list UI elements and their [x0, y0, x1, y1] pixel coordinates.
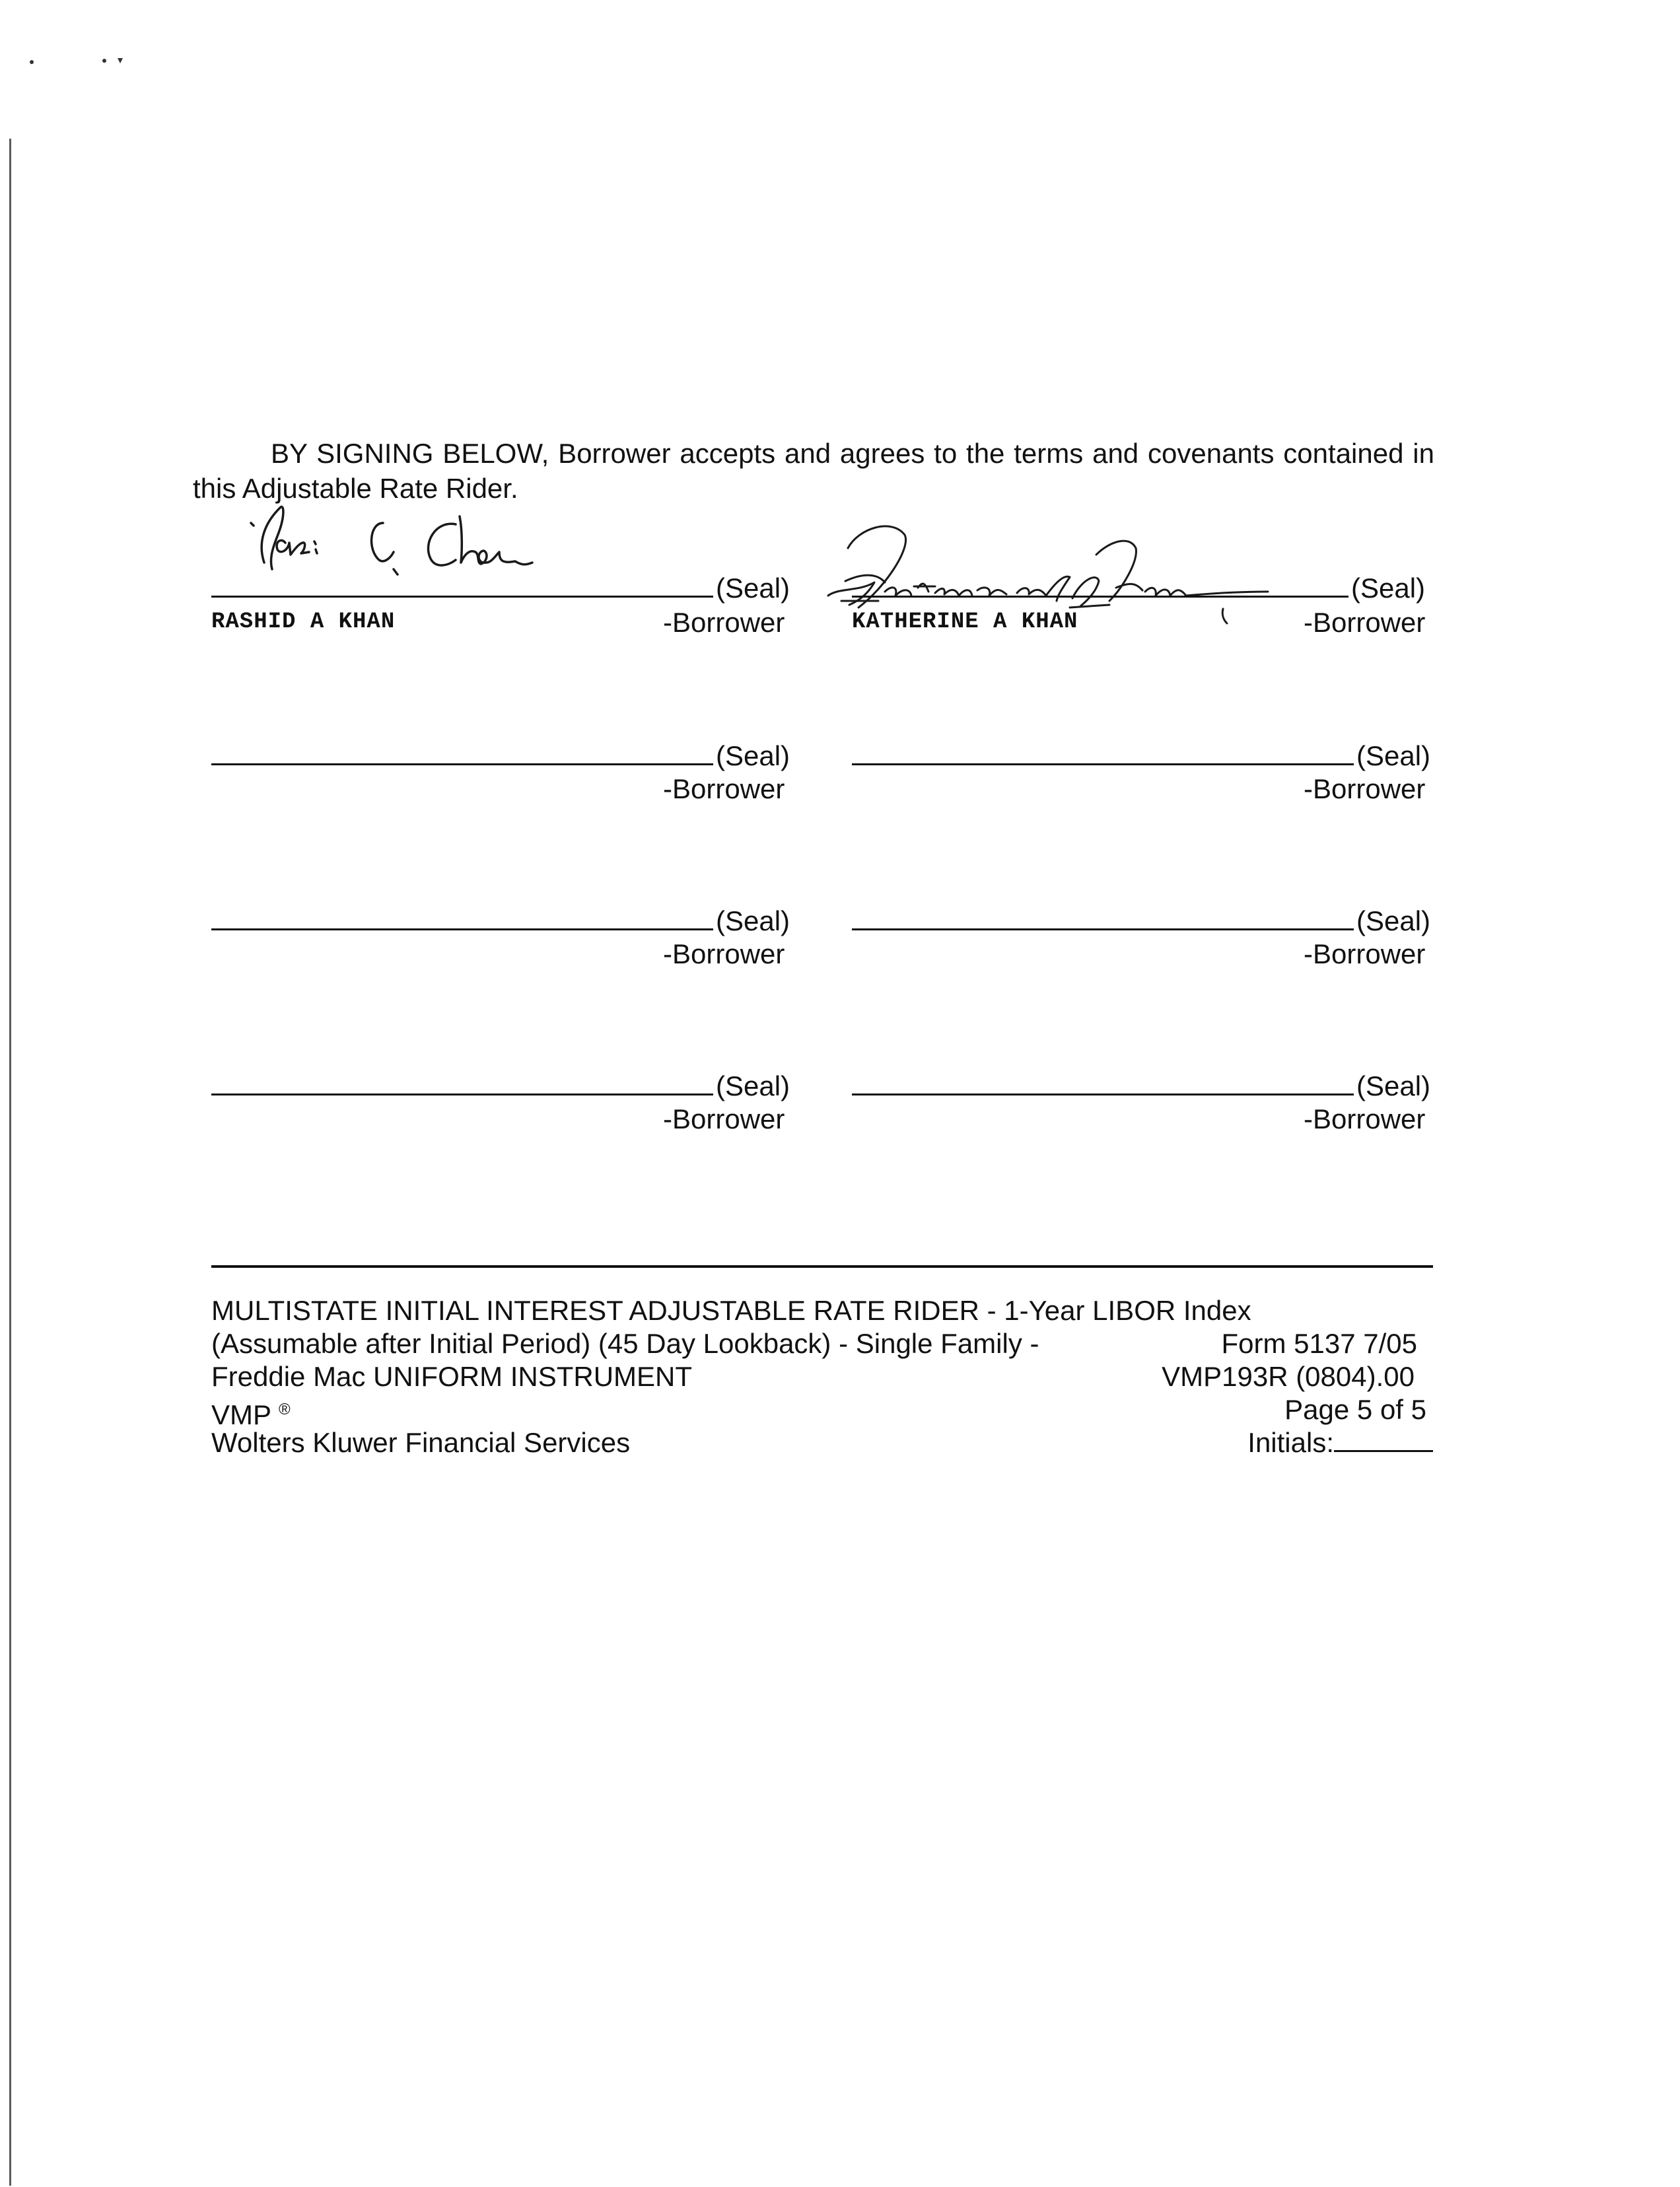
footer-vmp-text: VMP: [211, 1399, 271, 1430]
borrower-role: -Borrower: [663, 607, 785, 638]
scan-edge-mark: [9, 139, 11, 2186]
borrower-role: -Borrower: [663, 938, 785, 969]
signature-line: [211, 928, 713, 930]
footer-initials: [1247, 1426, 1433, 1459]
seal-label: (Seal): [1356, 905, 1431, 936]
seal-label: (Seal): [1356, 740, 1431, 771]
signature-line: [211, 596, 713, 598]
seal-label: (Seal): [1351, 573, 1426, 604]
footer-form-code: VMP193R (0804).00: [1162, 1361, 1415, 1392]
scan-specks: [0, 0, 198, 79]
signature-line: [852, 1094, 1354, 1095]
borrower-name: RASHID A KHAN: [211, 609, 396, 635]
footer-instrument: Freddie Mac UNIFORM INSTRUMENT: [211, 1361, 693, 1392]
intro-paragraph: BY SIGNING BELOW, Borrower accepts and agrees to the terms and covenants contained in this Adjustable Rate Rider.: [193, 438, 1434, 504]
footer-form-number: Form 5137 7/05: [1221, 1328, 1417, 1359]
footer-form-title: MULTISTATE INITIAL INTEREST ADJUSTABLE RATE RIDER - 1-Year LIBOR Index: [211, 1295, 1251, 1326]
seal-label: (Seal): [716, 1070, 790, 1101]
borrower-role: -Borrower: [663, 773, 785, 804]
signature-rashid-khan: [238, 497, 548, 596]
signature-line: [852, 596, 1348, 598]
initials-label: Initials:: [1247, 1427, 1334, 1458]
seal-label: (Seal): [716, 740, 790, 771]
borrower-role: -Borrower: [663, 1103, 785, 1134]
seal-label: (Seal): [716, 905, 790, 936]
signature-line: [211, 763, 713, 765]
borrower-role: -Borrower: [1304, 1103, 1426, 1134]
footer-form-subtitle: (Assumable after Initial Period) (45 Day Lookback) - Single Family -: [211, 1328, 1039, 1359]
borrower-role: -Borrower: [1304, 773, 1426, 804]
borrower-name: KATHERINE A KHAN: [852, 609, 1078, 635]
footer-page-number: Page 5 of 5: [1284, 1394, 1426, 1425]
seal-label: (Seal): [716, 573, 790, 604]
registered-mark: ®: [278, 1401, 291, 1418]
footer-publisher: Wolters Kluwer Financial Services: [211, 1427, 631, 1458]
signature-line: [852, 763, 1354, 765]
footer-rule: [211, 1265, 1433, 1268]
borrower-role: -Borrower: [1304, 607, 1426, 638]
initials-blank-line: [1334, 1426, 1433, 1452]
borrower-role: -Borrower: [1304, 938, 1426, 969]
seal-label: (Seal): [1356, 1070, 1431, 1101]
signature-line: [852, 928, 1354, 930]
signature-line: [211, 1094, 713, 1095]
